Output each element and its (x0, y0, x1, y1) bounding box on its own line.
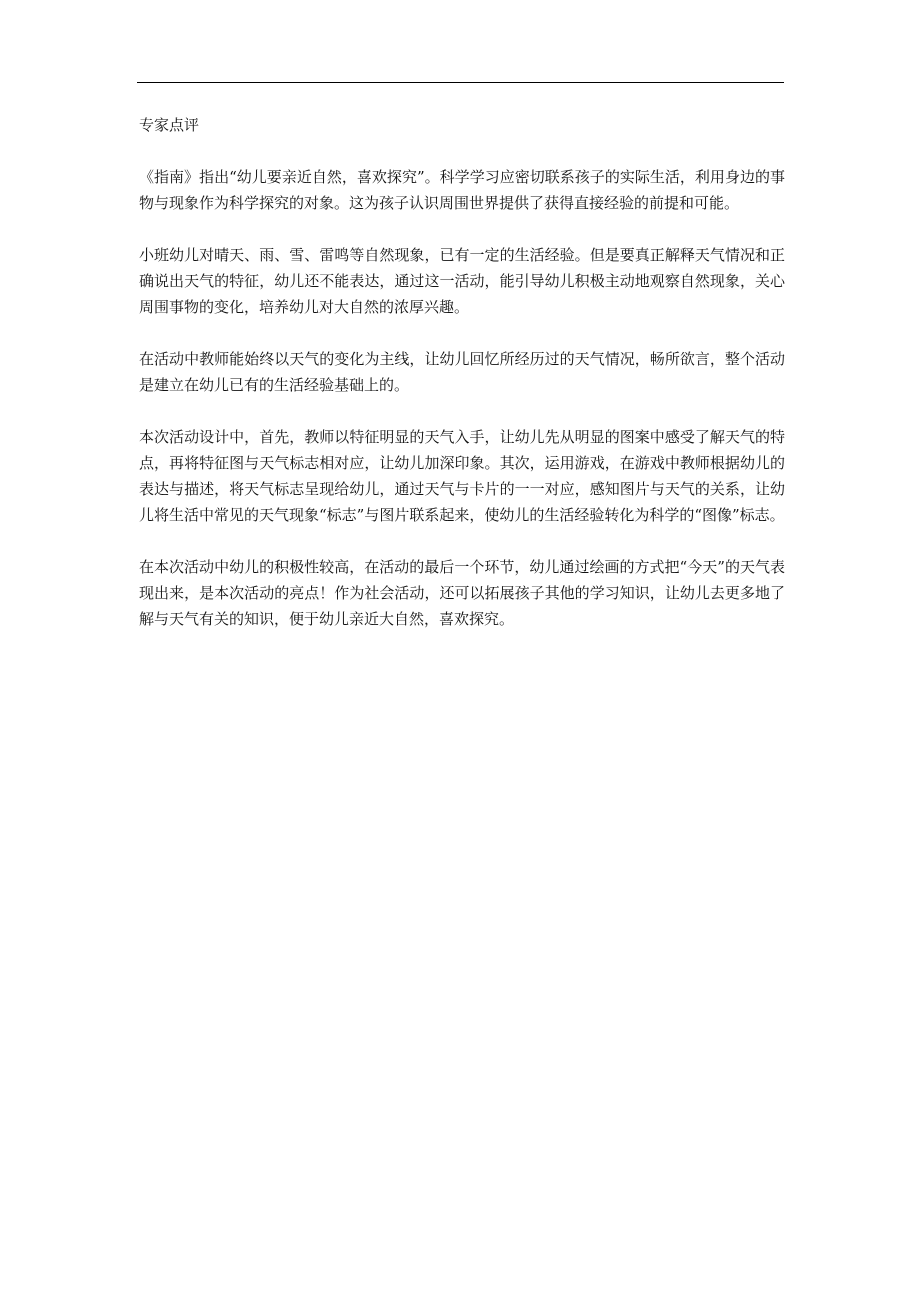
paragraph-natural-phenomena: 小班幼儿对晴天、雨、雪、雷鸣等自然现象，已有一定的生活经验。但是要真正解释天气情况和正确说出天气的特征，幼儿还不能表达，通过这一活动，能引导幼儿积极主动地观察自然现象，关心周围事物的变化，培养幼儿对大自然的浓厚兴趣。 (139, 246, 785, 316)
paragraph-main-thread: 在活动中教师能始终以天气的变化为主线，让幼儿回忆所经历过的天气情况，畅所欲言，整个活动是建立在幼儿已有的生活经验基础上的。 (139, 350, 785, 394)
header-rule (137, 82, 784, 83)
document-body (139, 112, 785, 658)
paragraph-highlight: 在本次活动中幼儿的积极性较高，在活动的最后一个环节，幼儿通过绘画的方式把“今天”的天气表现出来，是本次活动的亮点！作为社会活动，还可以拓展孩子其他的学习知识，让幼儿去更多地了解与天气有关的知识，便于幼儿亲近大自然，喜欢探究。 (139, 558, 785, 628)
paragraph-activity-design: 本次活动设计中，首先，教师以特征明显的天气入手，让幼儿先从明显的图案中感受了解天气的特点，再将特征图与天气标志相对应，让幼儿加深印象。其次，运用游戏，在游戏中教师根据幼儿的表达与描述，将天气标志呈现给幼儿，通过天气与卡片的一一对应，感知图片与天气的关系，让幼儿将生活中常见的天气现象“标志”与图片联系起来，使幼儿的生活经验转化为科学的“图像”标志。 (139, 428, 785, 524)
section-heading: 专家点评 (139, 116, 200, 134)
paragraph-guideline: 《指南》指出“幼儿要亲近自然，喜欢探究”。科学学习应密切联系孩子的实际生活，利用身边的事物与现象作为科学探究的对象。这为孩子认识周围世界提供了获得直接经验的前提和可能。 (139, 168, 785, 212)
